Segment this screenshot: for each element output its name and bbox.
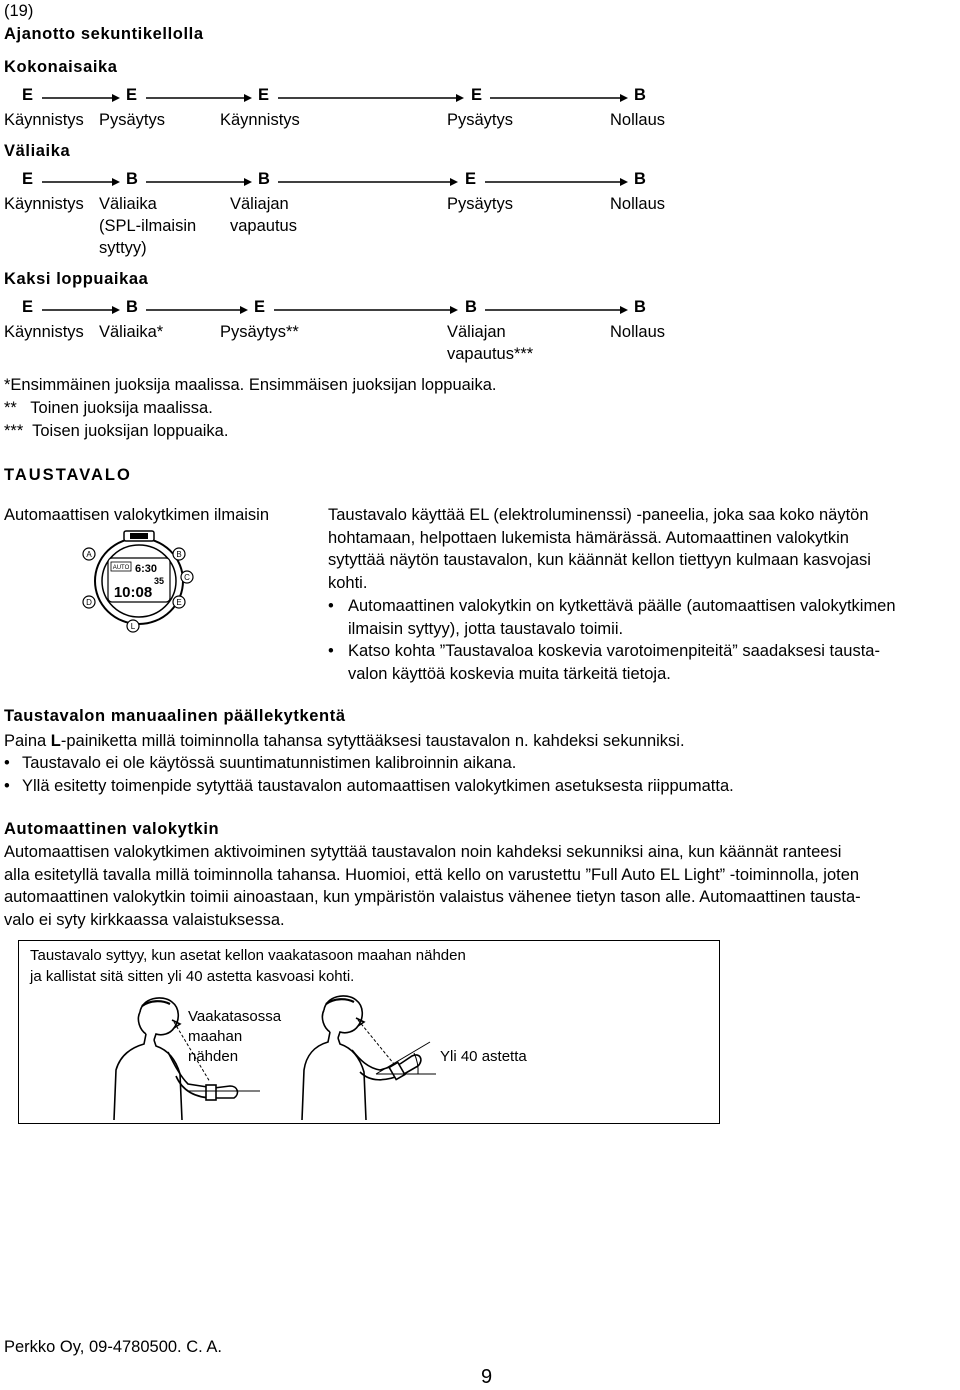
arrow-icon <box>490 92 628 104</box>
text-line: maahan <box>188 1028 243 1045</box>
watch-seconds: 35 <box>153 576 165 586</box>
footer-company: Perkko Oy, 09-4780500. C. A. <box>4 1338 222 1356</box>
footnote: *Ensimmäinen juoksija maalissa. Ensimmäisen juoksijan loppuaika. <box>4 376 497 394</box>
list-item: • Yllä esitetty toimenpide sytyttää taustavalon automaattisen valokytkimen asetuksesta riippumatta. <box>4 775 734 798</box>
step-label: Nollaus <box>610 323 666 341</box>
arrow-icon <box>42 92 120 104</box>
arrow-icon <box>485 176 628 188</box>
list-item: • Taustavalo ei ole käytössä suuntimatunnistimen kalibroinnin aikana. <box>4 752 516 775</box>
text-line: valo ei syty kirkkaassa valaistuksessa. <box>4 910 285 929</box>
list-item: • Katso kohta ”Taustavaloa koskevia varotoimenpiteitä” saadaksesi tausta- valon käyttöä koskevia muita tärkeitä tietoja. <box>328 640 880 685</box>
step-label: vapautus <box>230 217 297 235</box>
figure-caption <box>30 945 466 987</box>
svg-text:L: L <box>130 622 136 631</box>
text-fragment: Paina <box>4 732 51 750</box>
svg-text:D: D <box>86 598 92 607</box>
step-label: Pysäytys <box>447 195 514 213</box>
text-line: Vaakatasossa <box>188 1008 282 1025</box>
key-label: E <box>22 86 34 104</box>
arrow-icon <box>146 176 252 188</box>
arrow-icon <box>42 176 120 188</box>
step-label: Väliajan <box>230 195 289 213</box>
key-label: B <box>634 86 646 104</box>
watch-time-main: 10:08 <box>113 584 153 601</box>
text-line: valon käyttöä koskevia muita tärkeitä tietoja. <box>348 664 671 683</box>
step-label: Nollaus <box>610 111 666 129</box>
key-label: E <box>465 170 477 188</box>
step-label: (SPL-ilmaisin <box>99 217 197 235</box>
text-line: automaattinen valokytkin toimii ainoastaan, kun ympäristön valaistus vähenee tietyn tason alle. Automaattinen tausta- <box>4 888 861 906</box>
arrow-icon <box>146 304 248 316</box>
sequence-title-two-finish: Kaksi loppuaikaa <box>4 270 149 288</box>
arrow-icon <box>274 304 458 316</box>
step-label: syttyy) <box>99 239 147 257</box>
step-label: Käynnistys <box>4 195 84 213</box>
step-label: Väliaika* <box>99 323 164 341</box>
key-label: E <box>22 298 34 316</box>
arrow-icon <box>42 304 120 316</box>
key-label: E <box>22 170 34 188</box>
manual-instruction <box>4 730 685 752</box>
key-label: E <box>254 298 266 316</box>
step-label: Käynnistys <box>4 111 84 129</box>
auto-switch-indicator-label: Automaattisen valokytkimen ilmaisin <box>4 506 270 524</box>
key-label: B <box>634 298 646 316</box>
arrow-icon <box>485 304 628 316</box>
step-label: Nollaus <box>610 195 666 213</box>
key-label: E <box>471 86 483 104</box>
auto-switch-heading: Automaattinen valokytkin <box>4 820 220 838</box>
key-label: B <box>465 298 477 316</box>
text-line: Taustavalo ei ole käytössä suuntimatunnistimen kalibroinnin aikana. <box>22 754 517 772</box>
key-label: E <box>258 86 270 104</box>
person-tilt-illustration <box>300 990 440 1120</box>
text-line: Katso kohta ”Taustavaloa koskevia varotoimenpiteitä” saadaksesi tausta- <box>348 642 880 660</box>
auto-switch-description <box>4 841 861 931</box>
key-label: B <box>126 170 138 188</box>
text-line: kohti. <box>328 573 368 592</box>
step-label: Pysäytys <box>99 111 166 129</box>
text-line: Taustavalo käyttää EL (elektroluminenssi) -paneelia, joka saa koko näytön <box>328 506 869 524</box>
svg-text:E: E <box>176 598 182 607</box>
key-label: E <box>126 86 138 104</box>
list-item: • Automaattinen valokytkin on kytkettävä päälle (automaattisen valokytkimen ilmaisin syttyy), jotta taustavalo toimii. <box>328 595 896 640</box>
key-label: B <box>258 170 270 188</box>
text-line: ja kallistat sitä sitten yli 40 astetta kasvoasi kohti. <box>30 968 355 985</box>
text-line: nähden <box>188 1048 239 1065</box>
text-line: alla esitetyllä tavalla millä toiminnolla tahansa. Huomioi, että kello on varustettu ”Full Auto EL Light” -toiminnolla, joten <box>4 865 860 884</box>
watch-illustration <box>80 526 198 634</box>
text-line: ilmaisin syttyy), jotta taustavalo toimii. <box>348 619 624 638</box>
arrow-icon <box>146 92 252 104</box>
text-fragment: -painiketta millä toiminnolla tahansa sytyttääksesi taustavalon n. kahdeksi sekunniksi. <box>60 732 685 750</box>
label-angle: Yli 40 astetta <box>440 1048 527 1065</box>
step-label: Väliaika <box>99 195 157 213</box>
step-label: Pysäytys <box>447 111 514 129</box>
svg-text:B: B <box>176 550 182 559</box>
person-level-illustration <box>110 990 270 1120</box>
step-label: Käynnistys <box>220 111 300 129</box>
text-line: hohtamaan, helpottaen lukemista hämärässä. Automaattinen valokytkin <box>328 528 849 547</box>
manual-backlight-heading: Taustavalon manuaalinen päällekytkentä <box>4 707 346 725</box>
page-reference: (19) <box>4 2 34 20</box>
auto-indicator: AUTO <box>112 565 130 571</box>
key-label: B <box>634 170 646 188</box>
step-label: vapautus*** <box>447 345 534 363</box>
text-line: sytyttää näytön taustavalon, kun käännät kellon tiettyyn kulmaan kasvojasi <box>328 551 871 569</box>
section-title: Ajanotto sekuntikellolla <box>4 25 204 43</box>
key-label: L <box>50 732 61 750</box>
backlight-description <box>328 504 871 594</box>
sequence-title-total: Kokonaisaika <box>4 58 118 76</box>
step-label: Pysäytys** <box>220 323 299 341</box>
text-line: Yllä esitetty toimenpide sytyttää taustavalon automaattisen valokytkimen asetuksesta riippumatta. <box>22 777 734 795</box>
text-line: Automaattinen valokytkin on kytkettävä päälle (automaattisen valokytkimen <box>348 597 896 615</box>
backlight-heading: TAUSTAVALO <box>4 466 132 484</box>
text-line: Taustavalo syttyy, kun asetat kellon vaakatasoon maahan nähden <box>30 947 466 964</box>
key-label: B <box>126 298 138 316</box>
page-number: 9 <box>481 1366 493 1388</box>
footnote: *** Toisen juoksijan loppuaika. <box>4 422 229 440</box>
footnote: ** Toinen juoksija maalissa. <box>4 399 213 417</box>
sequence-title-split: Väliaika <box>4 142 71 160</box>
arrow-icon <box>278 92 464 104</box>
step-label: Väliajan <box>447 323 506 341</box>
watch-time-small: 6:30 <box>134 563 158 575</box>
step-label: Käynnistys <box>4 323 84 341</box>
svg-text:C: C <box>184 573 190 582</box>
svg-text:A: A <box>86 550 92 559</box>
arrow-icon <box>278 176 458 188</box>
text-line: Automaattisen valokytkimen aktivoiminen sytyttää taustavalon noin kahdeksi sekunniksi aina, kun käännät ranteesi <box>4 843 842 861</box>
